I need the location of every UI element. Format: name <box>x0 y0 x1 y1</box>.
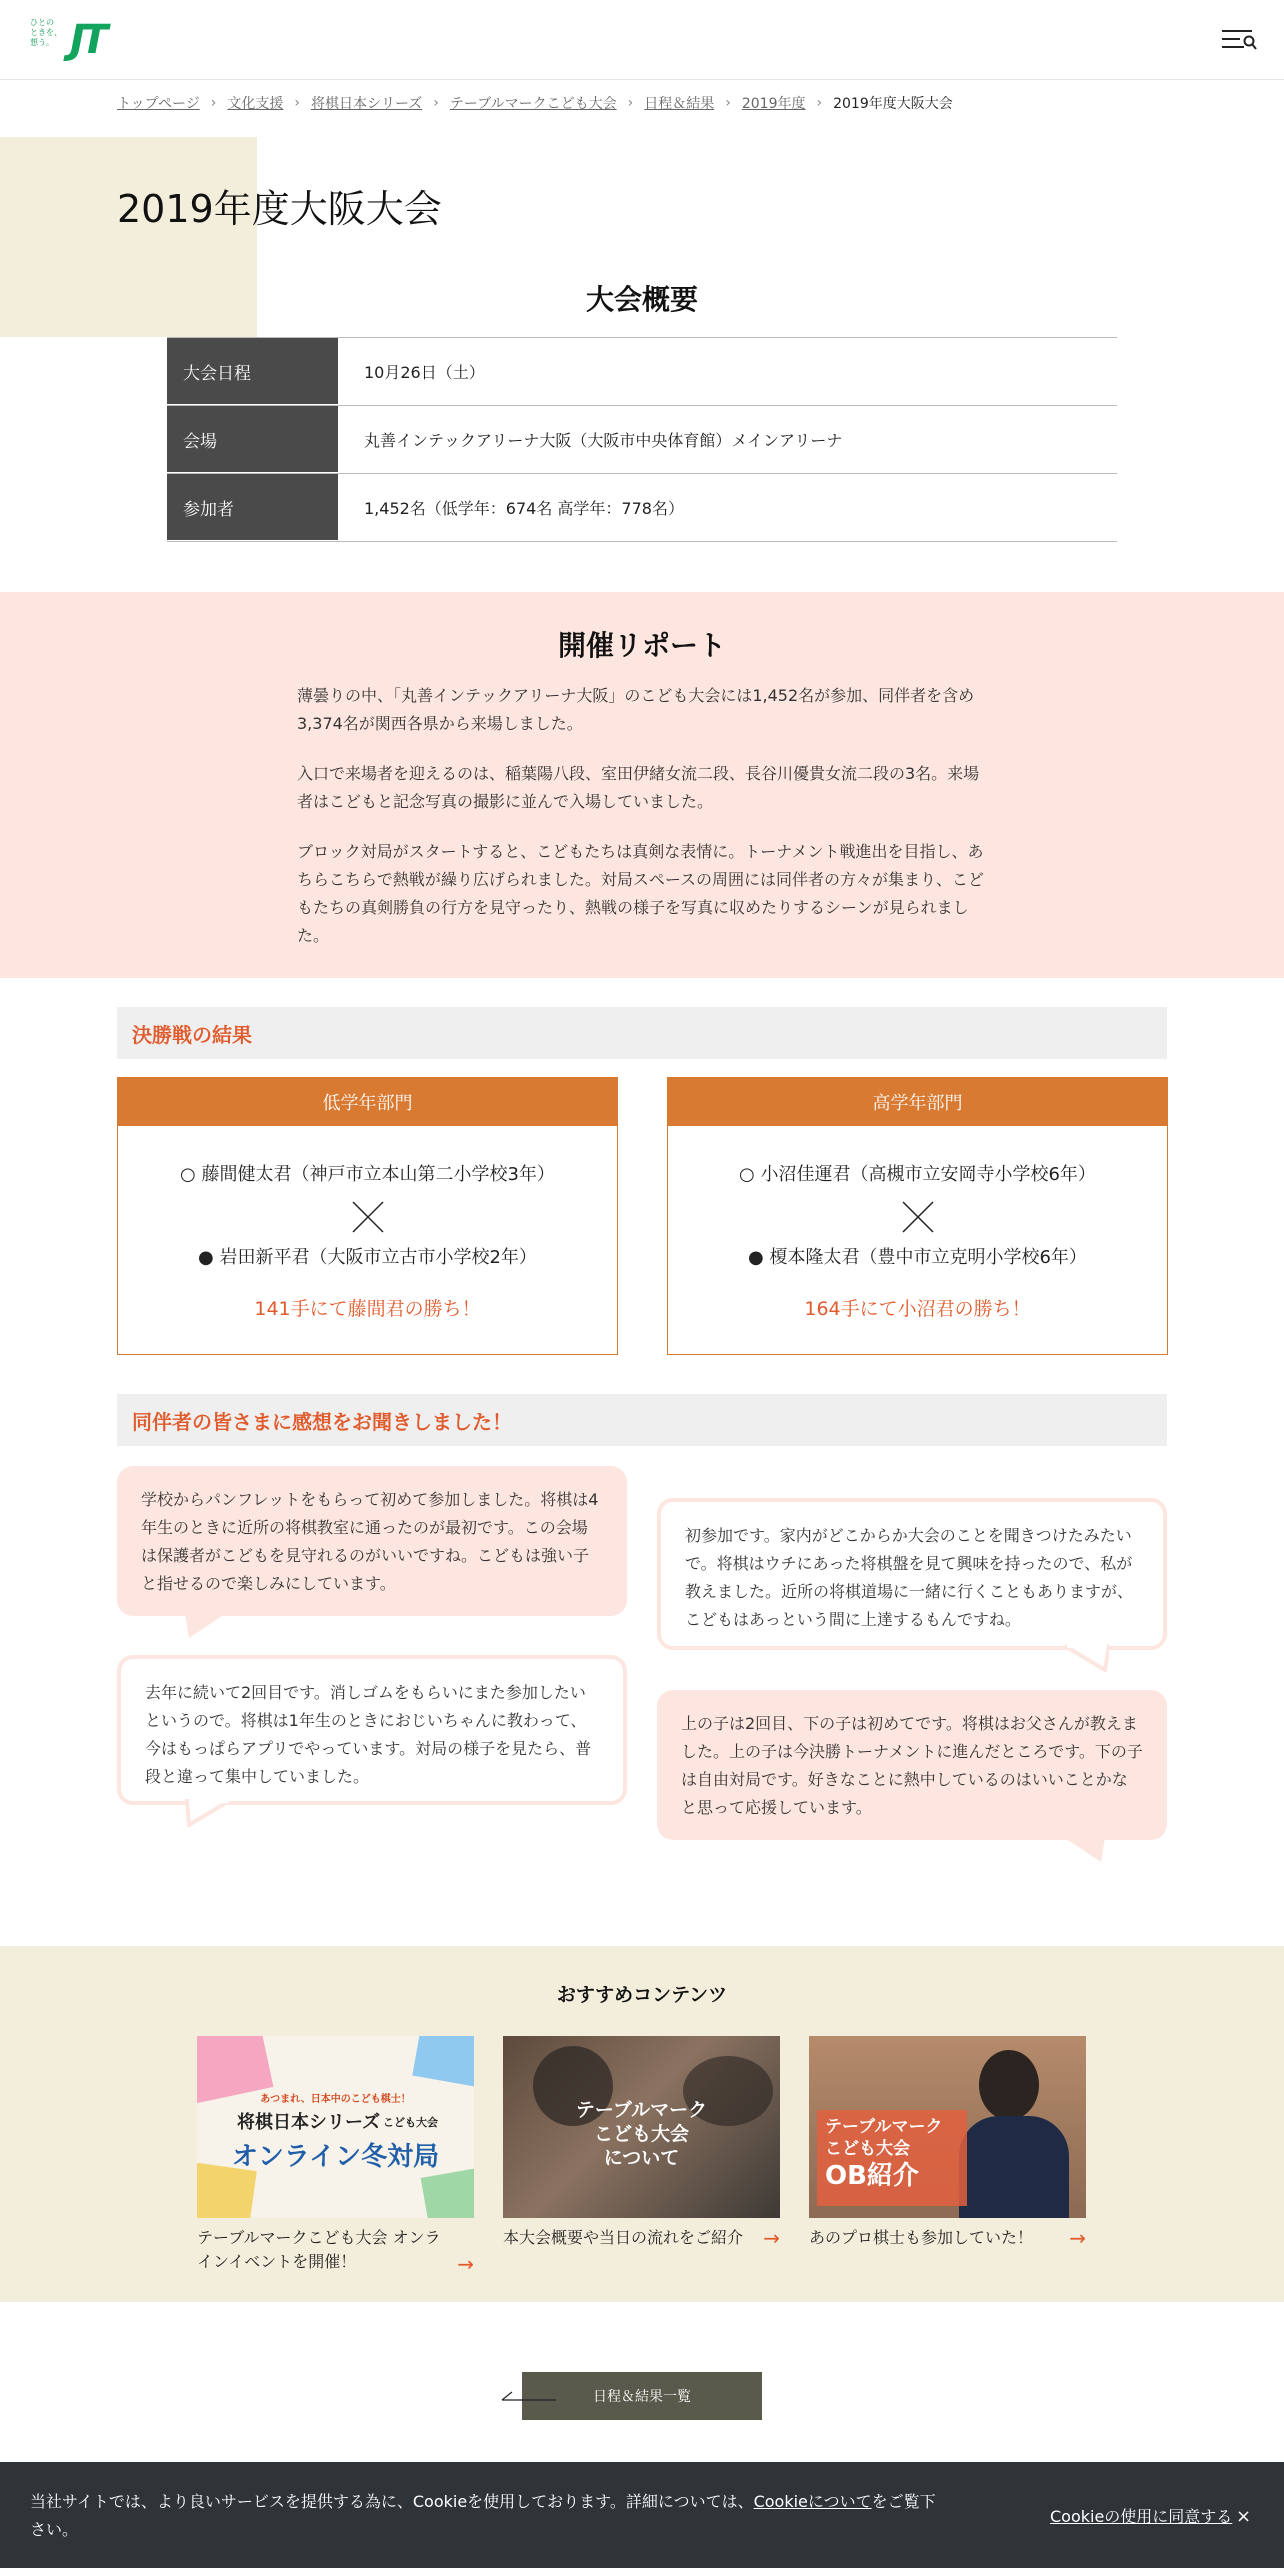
chevron-right-icon: › <box>816 95 823 111</box>
card-image-text: テーブルマーク こども大会 OB紹介 <box>825 2117 943 2191</box>
cookie-agree-link[interactable]: Cookieの使用に同意する <box>1050 2507 1233 2526</box>
decor-photo <box>421 2167 474 2218</box>
card-caption: テーブルマークこども大会 オンラインイベントを開催！ <box>197 2228 441 2271</box>
comment-text: 学校からパンフレットをもらって初めて参加しました。将棋は4年生のときに近所の将棋教室に通ったのが最初です。この会場は保護者がこどもを見守れるのがいいですね。こどもは強い子と指せるので楽しみにしています。 <box>141 1490 599 1593</box>
overview-value: 1,452名（低学年：674名 高学年：778名） <box>364 499 684 518</box>
results-heading: 決勝戦の結果 <box>117 1007 1167 1059</box>
decor-shape <box>959 2116 1069 2218</box>
report-heading: 開催リポート <box>557 629 726 662</box>
logo-tagline: ひとの ときを、 想う。 <box>30 18 62 47</box>
breadcrumb-link-shogi-series[interactable]: 将棋日本シリーズ <box>310 96 423 112</box>
versus-cross-icon <box>902 1201 934 1233</box>
decor-shape <box>979 2050 1039 2120</box>
overview-label: 大会日程 <box>167 338 338 405</box>
menu-search-button[interactable] <box>1222 26 1256 52</box>
chevron-right-icon: › <box>725 95 731 111</box>
breadcrumb-link-schedule[interactable]: 日程＆結果 <box>644 96 715 112</box>
chevron-right-icon: › <box>210 95 217 111</box>
schedule-list-button[interactable]: 日程＆結果一覧 <box>522 2372 762 2420</box>
card-image-text: テーブルマーク こども大会 について <box>575 2099 708 2169</box>
card-image-text: こども大会 <box>383 2116 438 2129</box>
bubble-tail <box>185 1799 229 1827</box>
table-row <box>167 474 1117 542</box>
decor-photo <box>412 2036 474 2088</box>
card-image-text: オンライン冬対局 <box>231 2142 440 2172</box>
close-icon[interactable]: × <box>1236 2506 1252 2527</box>
overview-heading: 大会概要 <box>585 283 698 316</box>
overview-label: 参加者 <box>167 474 338 541</box>
card-thumbnail <box>503 2036 780 2218</box>
breadcrumb-link-kids-tournament[interactable]: テーブルマークこども大会 <box>449 96 617 112</box>
result-card-lower-grade <box>117 1077 618 1355</box>
arrow-right-icon: → <box>457 2252 474 2276</box>
breadcrumb-link-2019[interactable]: 2019年度 <box>741 96 806 112</box>
recommended-card-online[interactable] <box>197 2036 474 2274</box>
arrow-right-icon: → <box>1069 2226 1086 2250</box>
table-row <box>167 338 1117 406</box>
breadcrumb-current: 2019年度大阪大会 <box>833 96 953 112</box>
cookie-policy-link[interactable]: Cookieについて <box>753 2492 872 2511</box>
jt-logo[interactable] <box>30 18 122 62</box>
comment-text: 初参加です。家内がどこからか大会のことを聞きつけたみたいで。将棋はウチにあった将棋盤を見て興味を持ったので、私が教えました。近所の将棋道場に一緒に行くこともありますが、こどもはあっという間に上達するもんですね。 <box>685 1526 1134 1629</box>
impressions-heading: 同伴者の皆さまに感想をお聞きしました！ <box>117 1394 1167 1446</box>
overview-label: 会場 <box>167 406 338 473</box>
chevron-right-icon: › <box>627 95 634 111</box>
comment-bubble <box>657 1690 1167 1840</box>
breadcrumb-link-top[interactable]: トップページ <box>117 96 200 112</box>
card-caption: 本大会概要や当日の流れをご紹介 <box>503 2228 744 2247</box>
comment-text: 上の子は2回目、下の子は初めてです。将棋はお父さんが教えました。上の子は今決勝トーナメントに進んだところです。下の子は自由対局です。好きなことに熱中しているのはいいことかなと思って応援しています。 <box>681 1714 1143 1817</box>
site-header <box>0 0 1284 80</box>
overview-value: 10月26日（土） <box>364 363 485 382</box>
match-result: 164手にて小沼君の勝ち！ <box>804 1298 1031 1320</box>
bubble-tail <box>185 1614 225 1638</box>
arrow-left-icon <box>500 2388 556 2404</box>
page-title: 2019年度大阪大会 <box>117 187 442 231</box>
comment-bubble <box>117 1655 627 1805</box>
card-image-text: あつまれ、日本中のこども棋士！ <box>260 2094 411 2105</box>
card-image-text: 将棋日本シリーズ <box>237 2112 381 2133</box>
match-result: 141手にて藤間君の勝ち！ <box>254 1298 481 1320</box>
menu-bar-icon <box>1222 38 1240 40</box>
comment-bubble <box>657 1498 1167 1650</box>
report-paragraph: 薄曇りの中、「丸善インテックアリーナ大阪」のこども大会には1,452名が参加、同伴者を含め3,374名が関西各県から来場しました。 <box>297 686 975 733</box>
recommended-section <box>0 1946 1284 2302</box>
menu-bar-icon <box>1222 46 1244 48</box>
chevron-right-icon: › <box>294 95 300 111</box>
cookie-message: 当社サイトでは、より良いサービスを提供する為に、Cookieを使用しております。詳細については、Cookieについてをご覧下さい。 <box>30 2492 936 2539</box>
comment-text: 去年に続いて2回目です。消しゴムをもらいにまた参加したいというので。将棋は1年生のときにおじいちゃんに教わって、今はもっぱらアプリでやっています。対局の様子を見たら、普段と違って集中していました。 <box>145 1683 592 1786</box>
division-name: 低学年部門 <box>118 1078 617 1126</box>
loser-player: ● 岩田新平君（大阪市立古市小学校2年） <box>198 1247 537 1268</box>
breadcrumb <box>117 92 953 114</box>
search-icon <box>1243 35 1257 51</box>
chevron-right-icon: › <box>433 95 439 111</box>
overview-value: 丸善インテックアリーナ大阪（大阪市中央体育館）メインアリーナ <box>364 431 843 450</box>
comment-bubble <box>117 1466 627 1616</box>
bubble-tail <box>1065 1644 1109 1672</box>
card-thumbnail <box>809 2036 1086 2218</box>
division-name: 高学年部門 <box>668 1078 1167 1126</box>
bubble-tail <box>1065 1838 1105 1862</box>
breadcrumb-link-culture[interactable]: 文化支援 <box>227 96 284 112</box>
card-thumbnail <box>197 2036 474 2218</box>
result-card-upper-grade <box>667 1077 1168 1355</box>
logo-jt-mark: JT <box>70 17 105 63</box>
table-row <box>167 406 1117 474</box>
recommended-card-about[interactable] <box>503 2036 780 2250</box>
winner-player: ○ 小沼佳運君（高槻市立安岡寺小学校6年） <box>739 1164 1096 1185</box>
arrow-right-icon: → <box>763 2226 780 2250</box>
report-paragraph: ブロック対局がスタートすると、こどもたちは真剣な表情に。トーナメント戦進出を目指し、あちらこちらで熱戦が繰り広げられました。対局スペースの周囲には同伴者の方々が集まり、こどもたちの真剣勝負の行方を見守ったり、熱戦の様子を写真に収めたりするシーンが見られました。 <box>297 842 985 945</box>
loser-player: ● 榎本隆太君（豊中市立克明小学校6年） <box>748 1247 1087 1268</box>
report-paragraph: 入口で来場者を迎えるのは、稲葉陽八段、室田伊緒女流二段、長谷川優貴女流二段の3名。来場者はこどもと記念写真の撮影に並んで入場していました。 <box>297 764 980 811</box>
versus-cross-icon <box>352 1201 384 1233</box>
menu-bar-icon <box>1222 30 1252 32</box>
overview-table <box>167 337 1117 542</box>
card-caption: あのプロ棋士も参加していた！ <box>809 2228 1034 2247</box>
recommended-heading: おすすめコンテンツ <box>556 1984 728 2006</box>
report-section <box>0 592 1284 978</box>
recommended-card-ob[interactable] <box>809 2036 1086 2250</box>
winner-player: ○ 藤間健太君（神戸市立本山第二小学校3年） <box>180 1164 555 1185</box>
